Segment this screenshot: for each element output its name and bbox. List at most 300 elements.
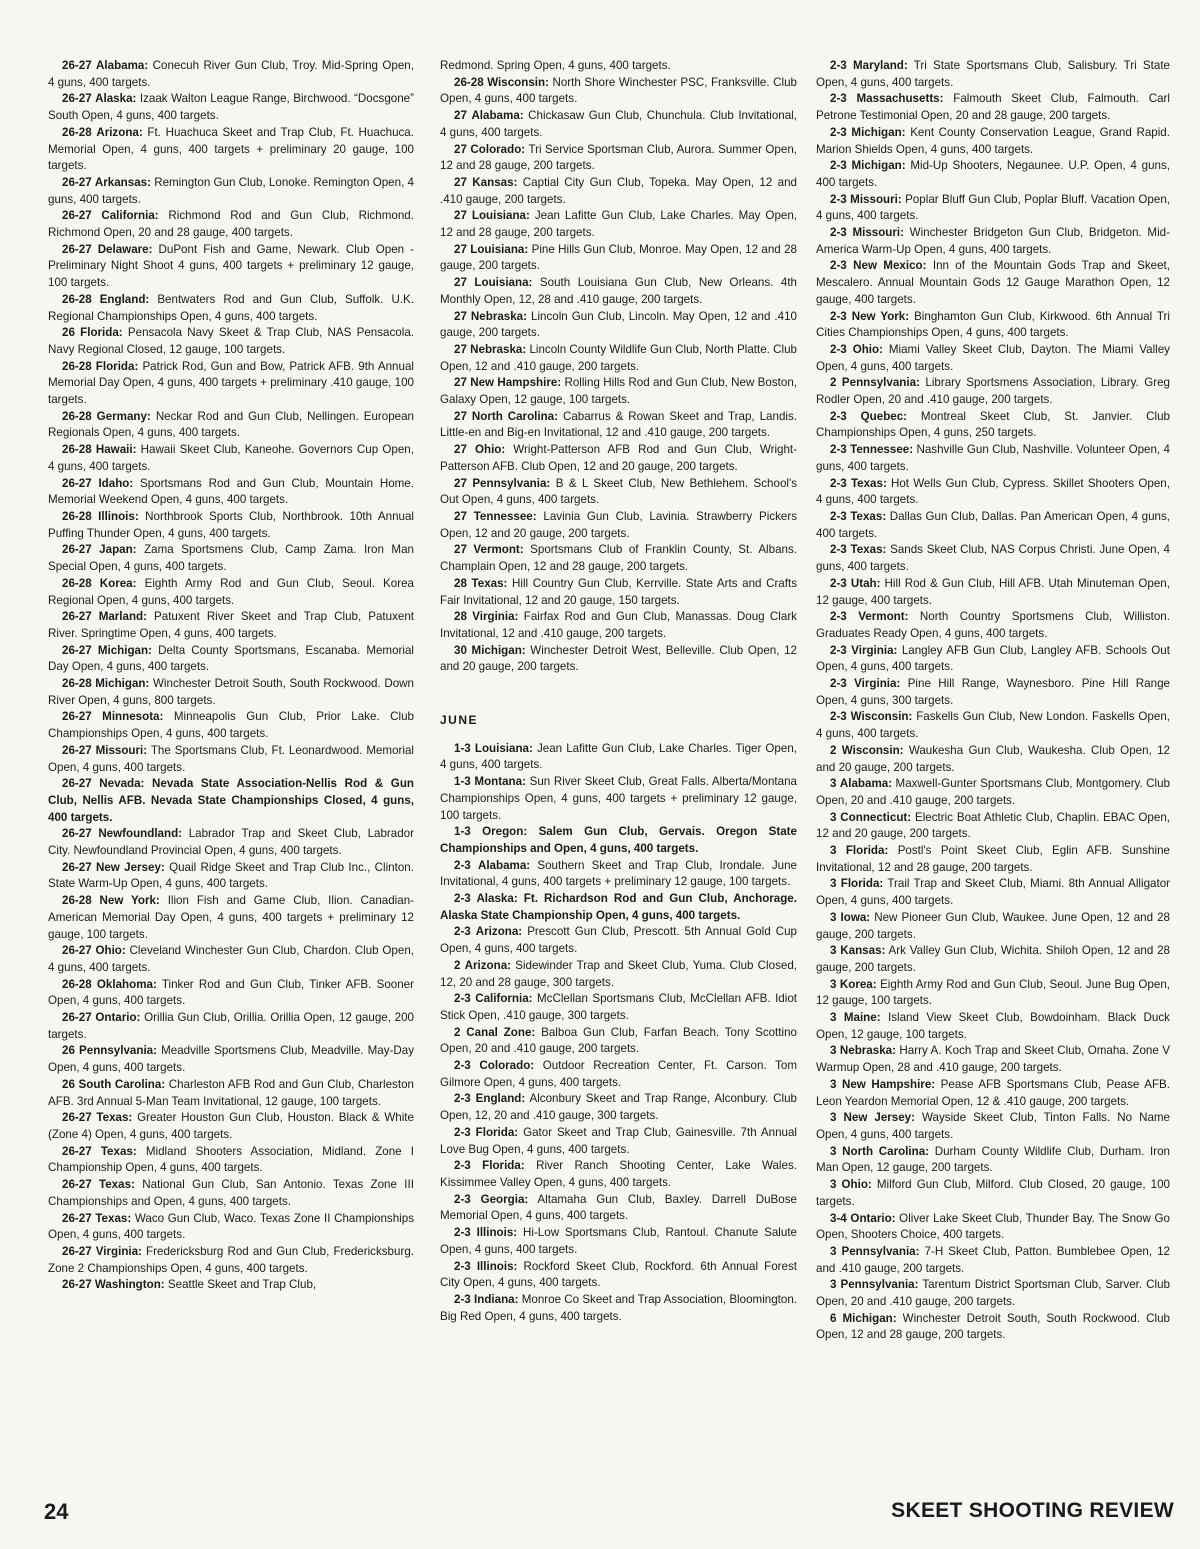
entry-location: Massachusetts: [856,92,944,106]
entry-location: Hawaii: [95,443,137,457]
entry-dates: 27 [454,276,467,290]
entry-location: England: [475,1092,526,1106]
schedule-entry [816,1010,1170,1043]
entry-details: National Gun Club, San Antonio. Texas Zone III Championships and Open, 4 guns, 400 targets. [48,1178,414,1208]
schedule-entry [48,542,414,575]
page-number: 24 [44,1499,69,1524]
entry-dates: 2-3 [830,125,847,139]
entry-location: Germany: [96,409,151,423]
schedule-entry [48,826,414,859]
entry-location: Illinois: [476,1259,518,1273]
schedule-entry [816,1043,1170,1076]
entry-dates: 26-27 [62,242,92,256]
entry-dates: 2-3 [830,643,847,657]
entry-dates: 3 [830,1144,837,1158]
entry-location: Florida: [95,359,139,373]
entry-dates: 2-3 [830,159,847,173]
schedule-entry [440,774,797,824]
entry-dates: 3 [830,1278,837,1292]
entry-details: Faskells Gun Club, New London. Faskells Open, 4 guns, 400 targets. [816,710,1170,741]
entry-location: Ohio: [474,443,506,457]
entry-details: Tarentum District Sportsman Club, Sarver. Club Open, 20 and .410 gauge, 200 targets. [816,1278,1170,1309]
schedule-entry [48,242,414,292]
entry-location: Korea: [99,576,137,590]
entry-details: Sands Skeet Club, NAS Corpus Christi. June Open, 4 guns, 400 targets. [816,543,1170,574]
entry-details: Pensacola Navy Skeet & Trap Club, NAS Pensacola. Navy Regional Closed, 12 gauge, 100 targets. [48,326,414,356]
entry-dates: 27 [454,342,467,356]
schedule-entry [440,1125,797,1158]
schedule-entry [48,292,414,325]
entry-location: Kansas: [472,175,518,189]
schedule-entry [48,175,414,208]
entry-location: Idaho: [98,476,134,490]
entry-details: Zama Sportsmens Club, Camp Zama. Iron Man Special Open, 4 guns, 400 targets. [48,543,414,574]
entry-details: Hill Country Gun Club, Kerrville. State Arts and Crafts Fair Invitational, 12 and 20 gauge, 150 targets. [440,576,797,607]
schedule-entry [440,409,797,442]
entry-location: Utah: [850,576,881,590]
schedule-entry [440,509,797,542]
entry-details: Balboa Gun Club, Farfan Beach. Tony Scottino Open, 20 and .410 gauge, 200 targets. [440,1025,797,1056]
schedule-entry [816,876,1170,909]
schedule-entry [440,142,797,175]
entry-details: Sportsmans Club of Franklin County, St. Albans. Champlain Open, 12 and 28 gauge, 200 targets. [440,543,797,574]
schedule-entry [440,1091,797,1124]
entry-details: Winchester Detroit South, South Rockwood. Club Open, 12 and 28 gauge, 200 targets. [816,1311,1170,1342]
entry-details: Hill Rod & Gun Club, Hill AFB. Utah Minuteman Open, 12 gauge, 400 targets. [816,576,1170,607]
entry-details: Trail Trap and Skeet Club, Miami. 8th Annual Alligator Open, 4 guns, 400 targets. [816,877,1171,908]
schedule-entry [48,1244,414,1277]
entry-dates: 26-27 [62,1111,92,1125]
entry-location: Georgia: [480,1192,529,1206]
entry-details: Nevada State Association-Nellis Rod & Gun Club, Nellis AFB. Nevada State Championships Closed, 4 guns, 400 targets. [48,777,414,824]
entry-location: Alaska: [95,92,137,106]
entry-dates: 26-27 [62,610,92,624]
entry-location: Colorado: [470,142,526,156]
entry-location: New Hampshire: [470,376,562,390]
entry-location: Alaska: [476,892,518,906]
entry-details: Gator Skeet and Trap Club, Gainesville. 7th Annual Love Bug Open, 4 guns, 400 targets. [440,1125,797,1156]
schedule-entry [440,576,797,609]
entry-dates: 2-3 [454,1125,471,1139]
entry-dates: 26-27 [62,643,92,657]
entry-location: Michigan: [95,677,150,691]
entry-dates: 3 [830,1011,837,1025]
entry-dates: 2-3 [830,226,847,240]
entry-location: Pennsylvania: [472,476,551,490]
schedule-entry [440,275,797,308]
entry-details: McClellan Sportsmans Club, McClellan AFB. Idiot Stick Open, .410 gauge, 300 targets. [440,992,797,1022]
entry-details: Sportsmans Rod and Gun Club, Mountain Home. Memorial Weekend Open, 4 guns, 400 targets. [48,476,414,507]
entry-location: Ontario: [95,1011,141,1025]
schedule-entry [48,1177,414,1210]
entry-dates: 26-28 [62,443,92,457]
entry-dates: 2-3 [454,1226,471,1240]
entry-location: Vermont: [473,543,524,557]
entry-location: Pennsylvania: [841,1244,920,1258]
entry-details: Jean Lafitte Gun Club, Lake Charles. May Open, 12 and 28 gauge, 200 targets. [440,209,798,240]
entry-dates: 6 [830,1311,837,1325]
entry-details: Fairfax Rod and Gun Club, Manassas. Doug Clark Invitational, 12 and .410 gauge, 200 targets. [440,610,797,640]
entry-location: Missouri: [95,743,148,757]
entry-dates: 26-27 [62,209,92,223]
entry-details: Durham County Wildlife Club, Durham. Iron Man Open, 12 gauge, 200 targets. [816,1144,1170,1175]
entry-location: Alabama: [471,109,524,123]
entry-location: Illinois: [476,1226,518,1240]
entry-details: Hot Wells Gun Club, Cypress. Skillet Shooters Open, 4 guns, 400 targets. [816,476,1170,507]
entry-location: Texas: [471,576,508,590]
entry-details: Pease AFB Sportsmans Club, Pease AFB. Leon Yeardon Memorial Open, 12 & .410 gauge, 200 targets. [816,1077,1170,1108]
schedule-entry [816,192,1170,225]
entry-dates: 28 [454,576,467,590]
entry-details: Winchester Detroit South, South Rockwood. Down River Open, 4 guns, 800 targets. [48,677,414,707]
entry-dates: 2-3 [830,509,847,523]
schedule-entry [440,108,797,141]
entry-location: Michigan: [842,1311,897,1325]
entry-details: Cabarrus & Rowan Skeet and Trap, Landis. Little-en and Big-en Invitational, 12 and .410 gauge, 200 targets. [440,409,797,440]
schedule-entry [48,1144,414,1177]
entry-location: Washington: [94,1278,165,1292]
entry-details: Redmond. Spring Open, 4 guns, 400 targets. [440,59,671,72]
entry-location: Indiana: [474,1292,519,1306]
entry-dates: 2-3 [454,1292,471,1306]
schedule-entry [440,1225,797,1258]
entry-dates: 3 [830,977,837,991]
schedule-entry [816,576,1170,609]
entry-details: Tinker Rod and Gun Club, Tinker AFB. Sooner Open, 4 guns, 400 targets. [48,977,414,1008]
entry-details: Prescott Gun Club, Prescott. 5th Annual Gold Cup Open, 4 guns, 400 targets. [440,925,797,956]
entry-dates: 2-3 [830,576,847,590]
entry-details: Fredericksburg Rod and Gun Club, Fredericksburg. Zone 2 Championships Open, 4 guns, 400 targets. [48,1244,414,1275]
entry-dates: 26-27 [62,1211,92,1225]
entry-details: Rockford Skeet Club, Rockford. 6th Annual Forest City Open, 4 guns, 400 targets. [440,1259,797,1290]
entry-dates: 2-3 [830,443,847,457]
entry-dates: 1-3 [454,741,471,755]
entry-details: Rolling Hills Rod and Gun Club, New Boston, Galaxy Open, 12 gauge, 100 targets. [440,376,797,407]
magazine-title: SKEET SHOOTING REVIEW [891,1499,1174,1522]
schedule-entry [816,643,1170,676]
entry-location: Nebraska: [470,309,527,323]
entry-details: Northbrook Sports Club, Northbrook. 10th Annual Puffing Thunder Open, 4 guns, 400 targets. [48,509,414,540]
entry-dates: 3-4 [830,1211,847,1225]
entry-details: Island View Skeet Club, Bowdoinham. Black Duck Open, 12 gauge, 100 targets. [816,1011,1170,1041]
entry-location: Wisconsin: [487,75,549,89]
entry-details: Charleston AFB Rod and Gun Club, Charleston AFB. 3rd Annual 5-Man Team Invitational, 12 gauge, 100 targets. [48,1077,414,1108]
entry-dates: 3 [830,1111,837,1125]
entry-details: Ilion Fish and Game Club, Ilion. Canadian-American Memorial Day Open, 4 guns, 400 targets + preliminary 12 gauge, 100 targets. [48,894,415,941]
entry-dates: 28 [454,610,467,624]
entry-dates: 26-27 [62,860,92,874]
entry-details: Salem Gun Club, Gervais. Oregon State Championships and Open, 4 guns, 400 targets. [440,825,797,855]
entry-dates: 2-3 [830,342,847,356]
entry-dates: 2-3 [454,1159,471,1173]
schedule-entry [816,542,1170,575]
entry-dates: 26-28 [62,359,92,373]
entry-location: New Jersey: [843,1111,915,1125]
schedule-entry [440,309,797,342]
entry-details: Waco Gun Club, Waco. Texas Zone II Championships Open, 4 guns, 400 targets. [48,1211,414,1242]
entry-dates: 1-3 [454,775,471,789]
entry-dates: 2-3 [830,476,847,490]
entry-location: Louisiana: [474,741,533,755]
entry-location: Missouri: [850,192,902,206]
entry-details: River Ranch Shooting Center, Lake Wales. Kissimmee Valley Open, 4 guns, 400 targets. [440,1159,797,1189]
entry-dates: 26-27 [62,827,92,841]
entry-dates: 26-28 [62,576,92,590]
entry-location: North Carolina: [471,409,558,423]
entry-details: Jean Lafitte Gun Club, Lake Charles. Tiger Open, 4 guns, 400 targets. [440,741,798,772]
entry-location: Florida: [475,1125,519,1139]
entry-location: Florida: [845,844,889,858]
entry-dates: 27 [454,409,467,423]
entry-location: Arizona: [475,925,523,939]
entry-location: North Carolina: [842,1144,930,1158]
entry-details: Waukesha Gun Club, Waukesha. Club Open, 12 and 20 gauge, 200 targets. [816,743,1170,774]
entry-dates: 26-27 [62,543,92,557]
entry-location: Pennsylvania: [79,1044,157,1058]
schedule-entry [440,609,797,642]
entry-dates: 26-27 [62,944,92,958]
entry-details: Eighth Army Rod and Gun Club, Seoul. Korea Regional Open, 4 guns, 400 targets. [48,576,414,607]
schedule-entry [48,58,414,91]
entry-dates: 26-28 [62,509,92,523]
entry-details: Captial City Gun Club, Topeka. May Open, 12 and .410 gauge, 200 targets. [440,175,797,206]
entry-dates: 2 [454,1025,461,1039]
entry-location: Montana: [474,775,526,789]
entry-location: Florida: [80,326,123,340]
entry-details: Outdoor Recreation Center, Ft. Carson. Tom Gilmore Open, 4 guns, 400 targets. [440,1059,797,1089]
entry-dates: 2-3 [830,259,847,273]
schedule-entry [816,1244,1170,1277]
schedule-entry [48,509,414,542]
entry-details: Labrador Trap and Skeet Club, Labrador City. Newfoundland Provincial Open, 4 guns, 400 targets. [48,827,414,858]
entry-location: Connecticut: [840,810,912,824]
schedule-entry [816,843,1170,876]
entry-dates: 26-27 [62,59,92,72]
entry-details: Cleveland Winchester Gun Club, Chardon. Club Open, 4 guns, 400 targets. [48,944,414,974]
entry-location: Ohio: [841,1178,872,1192]
entry-details: Patuxent River Skeet and Trap Club, Patuxent River. Springtime Open, 4 guns, 400 targets. [48,610,414,640]
entry-location: Virginia: [851,643,898,657]
entry-location: Michigan: [471,643,526,657]
schedule-entry [440,824,797,857]
schedule-entry [440,958,797,991]
entry-location: Louisiana: [470,242,529,256]
entry-details: Binghamton Gun Club, Kirkwood. 6th Annual Tri Cities Championships Open, 4 guns, 400 targets. [816,309,1170,340]
month-heading: JUNE [440,713,479,728]
schedule-entry [48,1010,414,1043]
entry-location: Alabama: [477,858,531,872]
schedule-entry [48,1110,414,1143]
entry-location: Louisiana: [471,209,530,223]
schedule-entry [440,242,797,275]
schedule-entry [48,1277,414,1294]
entry-location: Michigan: [97,643,152,657]
schedule-entry [48,442,414,475]
entry-location: Texas: [850,509,887,523]
entry-dates: 2-3 [830,677,847,691]
entry-location: New York: [851,309,910,323]
entry-location: Maryland: [852,59,908,72]
entry-location: California: [101,209,159,223]
entry-location: Arizona: [96,125,143,139]
entry-details: Pine Hill Range, Waynesboro. Pine Hill Range Open, 4 guns, 300 targets. [816,677,1170,707]
entry-dates: 2-3 [830,309,847,323]
entry-dates: 27 [454,476,467,490]
schedule-entry [48,609,414,642]
entry-location: Texas: [850,543,887,557]
entry-dates: 3 [830,944,837,958]
schedule-entry [440,1058,797,1091]
schedule-entry [816,1144,1170,1177]
entry-details: Patrick Rod, Gun and Bow, Patrick AFB. 9th Annual Memorial Day Open, 4 guns, 400 targets + preliminary .410 gauge, 100 targets. [48,359,414,407]
entry-dates: 26 [62,326,75,340]
entry-details: Falmouth Skeet Club, Falmouth. Carl Petrone Testimonial Open, 20 and 28 gauge, 200 targets. [816,92,1170,123]
entry-dates: 2-3 [830,610,847,624]
schedule-entry [48,409,414,442]
entry-location: Nebraska: [470,342,527,356]
entry-location: Oregon: [482,825,528,839]
entry-dates: 2 [830,743,837,757]
entry-dates: 2-3 [454,1192,471,1206]
entry-location: Michigan: [851,125,906,139]
entry-details: Ft. Huachuca Skeet and Trap Club, Ft. Huachuca. Memorial Open, 4 guns, 400 targets + preliminary 20 gauge, 100 targets. [48,125,414,173]
entry-details: Mid-Up Shooters, Negaunee. U.P. Open, 4 guns, 400 targets. [816,159,1170,189]
schedule-entry [816,225,1170,258]
entry-location: Louisiana: [474,276,533,290]
entry-details: Chickasaw Gun Club, Chunchula. Club Invitational, 4 guns, 400 targets. [440,109,797,139]
entry-dates: 2-3 [454,992,471,1006]
schedule-entry [816,810,1170,843]
entry-details: New Pioneer Gun Club, Waukee. June Open, 12 and 28 gauge, 200 targets. [816,910,1170,941]
entry-location: Wisconsin: [850,710,913,724]
schedule-entry [48,893,414,943]
entry-details: Lincoln County Wildlife Gun Club, North Platte. Club Open, 12 and .410 gauge, 200 targets. [440,342,797,373]
schedule-entry [48,576,414,609]
schedule-entry [440,1192,797,1225]
entry-dates: 2-3 [830,59,847,72]
entry-details: Ft. Richardson Rod and Gun Club, Anchorage. Alaska State Championship Open, 4 guns, 400 targets. [440,892,797,922]
schedule-entry [816,58,1170,91]
entry-dates: 2-3 [454,858,471,872]
entry-details: Winchester Detroit West, Belleville. Club Open, 12 and 20 gauge, 200 targets. [440,643,797,674]
schedule-entry [816,1311,1170,1344]
entry-details: Monroe Co Skeet and Trap Association, Bloomington. Big Red Open, 4 guns, 400 targets. [440,1292,797,1323]
entry-dates: 26-28 [454,75,484,89]
entry-dates: 2-3 [830,543,847,557]
entry-location: Nebraska: [839,1044,896,1058]
entry-dates: 3 [830,777,837,791]
entry-details: 7-H Skeet Club, Patton. Bumblebee Open, 12 and .410 gauge, 200 targets. [816,1244,1170,1275]
entry-location: Pennsylvania: [841,376,920,390]
entry-details: Wright-Patterson AFB Rod and Gun Club, Wright-Patterson AFB. Club Open, 12 and 20 gauge, 200 targets. [440,443,797,473]
column-1 [48,58,414,1294]
entry-location: Delaware: [97,242,153,256]
entry-details: Ark Valley Gun Club, Wichita. Shiloh Open, 12 and 28 gauge, 200 targets. [816,944,1170,974]
entry-location: England: [99,292,150,306]
entry-details: Bentwaters Rod and Gun Club, Suffolk. U.K. Regional Championships Open, 4 guns, 400 targets. [48,292,414,323]
entry-details: Langley AFB Gun Club, Langley AFB. Schools Out Open, 4 guns, 400 targets. [816,643,1170,674]
entry-dates: 27 [454,242,467,256]
entry-details: Lincoln Gun Club, Lincoln. May Open, 12 and .410 gauge, 200 targets. [440,309,797,340]
entry-dates: 26-28 [62,894,92,908]
entry-location: Texas: [99,1178,135,1192]
entry-location: Tennessee: [473,509,537,523]
entry-details: Poplar Bluff Gun Club, Poplar Bluff. Vacation Open, 4 guns, 400 targets. [816,192,1170,223]
entry-details: Library Sportsmens Association, Library. Greg Rodler Open, 20 and .410 gauge, 200 targets. [816,376,1170,407]
schedule-entry [440,858,797,891]
entry-location: Oklahoma: [96,977,157,991]
entry-details: Pine Hills Gun Club, Monroe. May Open, 12 and 28 gauge, 200 targets. [440,242,797,273]
entry-location: Newfoundland: [98,827,183,841]
schedule-entry [816,1077,1170,1110]
schedule-entry [48,743,414,776]
schedule-entry [440,58,797,75]
entry-details: Delta County Sportsmans, Escanaba. Memorial Day Open, 4 guns, 400 targets. [48,643,414,674]
entry-location: Kansas: [840,944,886,958]
entry-dates: 27 [454,209,467,223]
entry-details: Inn of the Mountain Gods Trap and Skeet, Mescalero. Annual Mountain Gods 12 Gauge Marathon Open, 12 gauge, 400 targets. [816,259,1170,306]
schedule-entry [816,442,1170,475]
schedule-entry [816,910,1170,943]
entry-details: Oliver Lake Skeet Club, Thunder Bay. The Snow Go Open, Shooters Choice, 400 targets. [816,1211,1170,1242]
entry-details: Meadville Sportsmens Club, Meadville. May-Day Open, 4 guns, 400 targets. [48,1044,414,1075]
entry-details: The Sportsmans Club, Ft. Leonardwood. Memorial Open, 4 guns, 400 targets. [48,743,414,774]
entry-location: Ohio: [95,944,126,958]
schedule-entry [440,991,797,1024]
schedule-entry [440,476,797,509]
entry-dates: 26-27 [62,1011,92,1025]
schedule-entry [816,509,1170,542]
schedule-entry [816,1277,1170,1310]
entry-dates: 2-3 [830,192,847,206]
entry-location: Texas: [100,1144,137,1158]
entry-details: Winchester Bridgeton Gun Club, Bridgeton. Mid-America Warm-Up Open, 4 guns, 400 targets. [816,226,1170,256]
entry-details: DuPont Fish and Game, Newark. Club Open - Preliminary Night Shoot 4 guns, 400 targets + preliminary 12 gauge, 100 targets. [48,242,414,290]
entry-dates: 1-3 [454,825,471,839]
schedule-entry [440,891,797,924]
entry-location: South Carolina: [78,1077,166,1091]
schedule-entry [440,643,797,676]
entry-dates: 26-27 [62,1278,92,1292]
schedule-entry [816,1110,1170,1143]
entry-location: Tennessee: [850,443,914,457]
entry-dates: 26-28 [62,977,92,991]
entry-dates: 2-3 [454,1092,471,1106]
entry-dates: 26-27 [62,1244,92,1258]
entry-details: Tri State Sportsmans Club, Salisbury. Tri State Open, 4 guns, 400 targets. [816,59,1170,89]
entry-dates: 2 [830,376,837,390]
entry-dates: 2-3 [454,1259,471,1273]
schedule-entry [48,208,414,241]
entry-dates: 27 [454,109,467,123]
schedule-entry [816,409,1170,442]
entry-details: Maxwell-Gunter Sportsmans Club, Montgomery. Club Open, 20 and .410 gauge, 200 targets. [816,777,1170,807]
entry-location: New York: [99,894,160,908]
schedule-entry [816,743,1170,776]
entry-dates: 26-28 [62,125,92,139]
schedule-entry [440,208,797,241]
entry-location: Minnesota: [102,710,164,724]
entry-location: Arizona: [464,958,512,972]
schedule-entry [440,442,797,475]
entry-location: New Hampshire: [841,1077,936,1091]
schedule-entry [48,476,414,509]
entry-dates: 26-27 [62,476,92,490]
entry-dates: 2-3 [830,409,847,423]
entry-location: Florida: [482,1159,525,1173]
entry-dates: 26-28 [62,292,92,306]
entry-dates: 3 [830,844,837,858]
